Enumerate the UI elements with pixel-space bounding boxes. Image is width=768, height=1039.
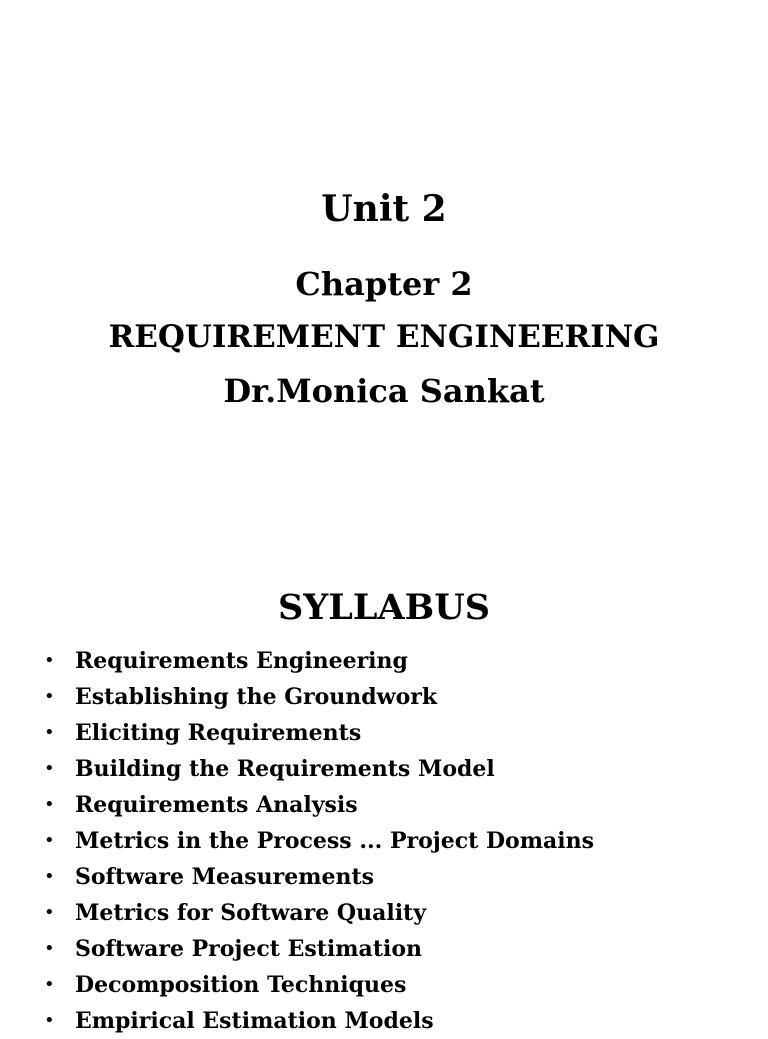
- syllabus-item: [0, 859, 768, 895]
- syllabus-item: [0, 787, 768, 823]
- syllabus-item-text: Eliciting Requirements: [75, 720, 362, 746]
- syllabus-item: [0, 823, 768, 859]
- syllabus-item: [0, 967, 768, 1003]
- syllabus-item: [0, 895, 768, 931]
- syllabus-item-text: Decomposition Techniques: [75, 972, 407, 998]
- syllabus-item-text: Requirements Analysis: [75, 792, 358, 818]
- syllabus-item: [0, 751, 768, 787]
- bullet-icon: •: [44, 650, 55, 671]
- bullet-icon: •: [44, 974, 55, 995]
- bullet-icon: •: [44, 866, 55, 887]
- syllabus-item-text: Requirements Engineering: [75, 648, 408, 674]
- syllabus-item: [0, 931, 768, 967]
- syllabus-item: [0, 643, 768, 679]
- bullet-icon: •: [44, 938, 55, 959]
- bullet-icon: •: [44, 722, 55, 743]
- syllabus-item-text: Metrics in the Process ... Project Domains: [75, 828, 594, 854]
- unit-title: Unit 2: [321, 188, 447, 230]
- bullet-icon: •: [44, 1010, 55, 1031]
- syllabus-item-text: Empirical Estimation Models: [75, 1008, 434, 1034]
- bullet-icon: •: [44, 902, 55, 923]
- syllabus-item-text: Building the Requirements Model: [75, 756, 495, 782]
- syllabus-item: [0, 715, 768, 751]
- syllabus-item: [0, 679, 768, 715]
- bullet-icon: •: [44, 830, 55, 851]
- syllabus-item-text: Establishing the Groundwork: [75, 684, 438, 710]
- chapter-title: Chapter 2: [295, 265, 473, 303]
- syllabus-item-text: Metrics for Software Quality: [75, 900, 426, 926]
- bullet-icon: •: [44, 686, 55, 707]
- syllabus-list: [0, 643, 768, 1039]
- author-name: Dr.Monica Sankat: [223, 372, 545, 410]
- bullet-icon: •: [44, 794, 55, 815]
- syllabus-heading: SYLLABUS: [277, 587, 491, 628]
- syllabus-item: [0, 1003, 768, 1039]
- bullet-icon: •: [44, 758, 55, 779]
- syllabus-item-text: Software Measurements: [75, 864, 375, 890]
- syllabus-item-text: Software Project Estimation: [75, 936, 423, 962]
- chapter-subtitle: REQUIREMENT ENGINEERING: [108, 319, 660, 355]
